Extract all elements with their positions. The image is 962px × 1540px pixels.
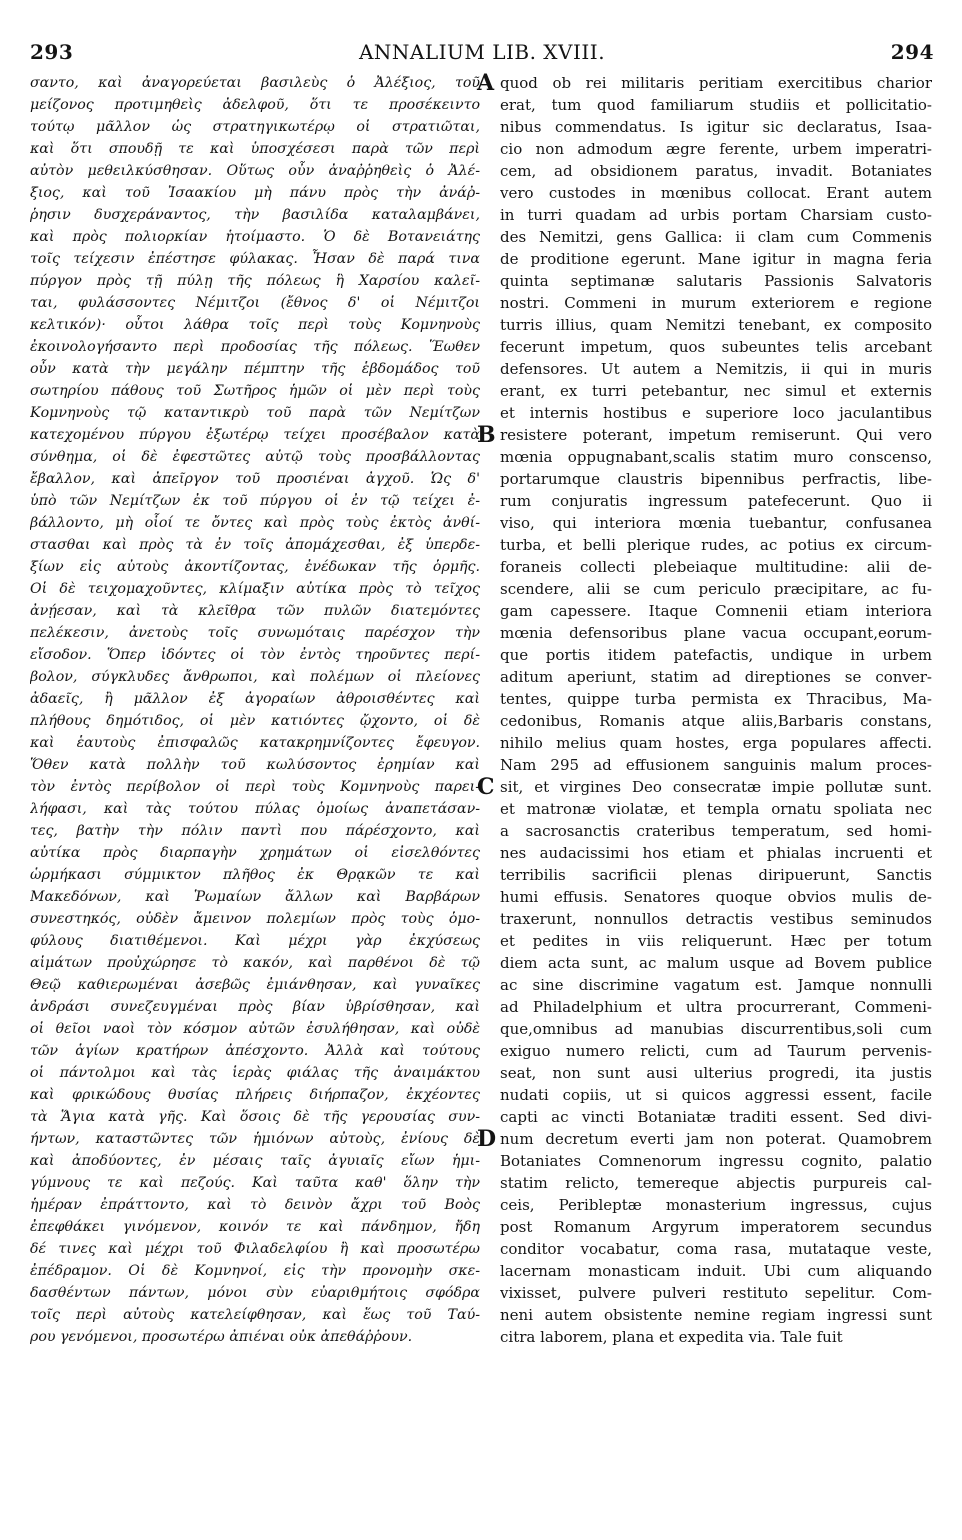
latin-text-line: a sacrosanctis crateribus temperatum, sed homi- (500, 822, 932, 840)
latin-text-line: et matronæ violatæ, et templa ornatu spoliata nec (500, 800, 932, 818)
greek-text-line: λήφασι, καὶ τὰς τούτου πύλας ὁμοίως ἀναπετάσαν- (30, 801, 480, 817)
latin-text-line: aditum aperiunt, statim ad direptiones se conver- (500, 668, 932, 686)
latin-text-line: cem, ad obsidionem paratus, invadit. Botaniates (500, 162, 932, 180)
latin-text-line: nibus commendatus. Is igitur sic declaratus, Isaa- (500, 118, 932, 136)
greek-text-line: ἐπέδραμον. Οἱ δὲ Κομνηνοί, εἰς τὴν προνομὴν σκε- (30, 1263, 480, 1279)
greek-text-line: ῥησιν δυσχεράναντος, τὴν βασιλίδα καταλαμβάνει, (30, 207, 480, 223)
greek-text-line: τῶν ἁγίων κρατήρων ἀπέσχοντο. Ἀλλὰ καὶ τούτους (30, 1043, 480, 1059)
latin-text-column (500, 72, 932, 1348)
greek-text-line: σύνθημα, οἱ δὲ ἐφεστῶτες αὐτῷ τοὺς προσβάλλοντας (30, 449, 480, 465)
greek-text-line: ὑπὸ τῶν Νεμίτζων ἐκ τοῦ πύργου οἱ ἐν τῷ τείχει ἐ- (30, 493, 480, 509)
greek-text-line: σωτηρίου πάθους τοῦ Σωτῆρος ἡμῶν οἱ μὲν περὶ τοὺς (30, 383, 480, 399)
latin-text-line: neni autem obsistente nemine regiam ingressi sunt (500, 1306, 932, 1324)
latin-text-line: que,omnibus ad manubias discurrentibus,soli cum (500, 1020, 932, 1038)
page-number-right: 294 (890, 40, 934, 64)
latin-text-line: gam capessere. Itaque Comnenii etiam interiora (500, 602, 932, 620)
latin-text-line: nihilo melius quam hostes, erga populares affecti. (500, 734, 932, 752)
greek-text-line: τὰ Ἅγια κατὰ γῆς. Καὶ ὅσοις δὲ τῆς γερουσίας συν- (30, 1109, 480, 1125)
greek-text-line: κατεχομένου πύργου ἐξωτέρῳ τείχει προσέβαλον κατὰ (30, 427, 480, 443)
latin-text-line: des Nemitzi, gens Gallica: ii clam cum Commenis (500, 228, 932, 246)
greek-text-column (30, 72, 480, 1348)
greek-text-line: ξίων εἰς αὐτοὺς ἀκοντίζοντας, ἐνέδωκαν τῆς ὁρμῆς. (30, 559, 480, 575)
greek-text-line: ήντων, καταστῶντες τῶν ἡμιόνων αὐτοὺς, ἐνίους δὲ (30, 1131, 480, 1147)
page-number-left: 293 (30, 40, 74, 64)
latin-text-line: nes audacissimi hos etiam et phialas incruenti et (500, 844, 932, 862)
latin-text-line: ceis, Peribleptæ monasterium ingressus, cujus (500, 1196, 932, 1214)
latin-text-line: sit, et virgines Deo consecratæ impie pollutæ sunt. (500, 778, 932, 796)
greek-text-line: συνεστηκός, οὐδὲν ἄμεινον πολεμίων πρὸς τοὺς ὁμο- (30, 911, 480, 927)
section-marker-d: D (477, 1126, 497, 1152)
latin-text-line: num decretum everti jam non poterat. Quamobrem (500, 1130, 932, 1148)
latin-text-line: terribilis sacrificii plenas diripuerunt, Sanctis (500, 866, 932, 884)
greek-text-line: μείζονος προτιμηθεὶς ἀδελφοῦ, ὅτι τε προσέκειντο (30, 97, 480, 113)
greek-text-line: τούτῳ μᾶλλον ὡς στρατηγικωτέρῳ οἱ στρατιῶται, (30, 119, 480, 135)
section-marker-c: C (477, 774, 495, 800)
greek-text-line: καὶ ἀποδύοντες, ἐν μέσαις ταῖς ἀγυιαῖς εἴων ἡμι- (30, 1153, 480, 1169)
greek-text-line: Μακεδόνων, καὶ Ῥωμαίων ἄλλων καὶ Βαρβάρων (30, 889, 480, 905)
latin-text-line: erant, ex turri petebantur, nec simul et externis (500, 382, 932, 400)
greek-text-line: στασθαι καὶ πρὸς τὰ ἐν τοῖς ἀπομάχεσθαι, ἐξ ὑπερδε- (30, 537, 480, 553)
latin-text-line: humi effusis. Senatores quoque obvios mulis de- (500, 888, 932, 906)
latin-text-line: vixisset, pulvere pulveri restituto sepelitur. Com- (500, 1284, 932, 1302)
latin-text-line: diem acta sunt, ac malum usque ad Bovem publice (500, 954, 932, 972)
latin-text-line: rum conjuratis ingressum patefecerunt. Quo ii (500, 492, 932, 510)
latin-text-line: post Romanum Argyrum imperatorem secundus (500, 1218, 932, 1236)
running-title: ANNALIUM LIB. XVIII. (358, 40, 606, 64)
latin-text-line: scendere, alii se cum periculo præcipitare, ac fu- (500, 580, 932, 598)
greek-text-line: Ὅθεν κατὰ πολλὴν τοῦ κωλύσοντος ἐρημίαν καὶ (30, 757, 480, 773)
greek-text-line: ἐπεφθάκει γινόμενον, κοινόν τε καὶ πάνδημον, ἤδη (30, 1219, 480, 1235)
greek-text-line: δέ τινες καὶ μέχρι τοῦ Φιλαδελφίου ἢ καὶ προσωτέρω (30, 1241, 480, 1257)
greek-text-line: βάλλοντο, μὴ οἷοί τε ὄντες καὶ πρὸς τοὺς ἐκτὸς ἀνθί- (30, 515, 480, 531)
latin-text-line: quinta septimanæ salutaris Passionis Salvatoris (500, 272, 932, 290)
latin-text-line: que portis itidem patefactis, undique in urbem (500, 646, 932, 664)
latin-text-line: nostri. Commeni in murum exteriorem e regione (500, 294, 932, 312)
latin-text-line: exiguo numero relicti, cum ad Taurum pervenis- (500, 1042, 932, 1060)
latin-text-line: cedonibus, Romanis atque aliis,Barbaris constans, (500, 712, 932, 730)
greek-text-line: κελτικόν)· οὗτοι λάθρα τοῖς περὶ τοὺς Κομνηνοὺς (30, 317, 480, 333)
greek-text-line: πλήθους δημότιδος, οἱ μὲν κατιόντες ᾤχοντο, οἱ δὲ (30, 713, 480, 729)
greek-text-line: ἐκοινολογήσαντο περὶ προδοσίας τῆς πόλεως. Ἕωθεν (30, 339, 480, 355)
latin-text-line: nudati copiis, ut si quicos aggressi essent, facile (500, 1086, 932, 1104)
latin-text-line: viso, qui interiora mœnia tuebantur, confusanea (500, 514, 932, 532)
latin-text-line: vero custodes in mœnibus collocat. Erant autem (500, 184, 932, 202)
latin-text-line: et pedites in viis reliquerunt. Hæc per totum (500, 932, 932, 950)
greek-text-line: τοῖς περὶ αὐτοὺς κατελείφθησαν, καὶ ἕως τοῦ Ταύ- (30, 1307, 480, 1323)
latin-text-line: Botaniates Comnenorum ingressu cognito, palatio (500, 1152, 932, 1170)
latin-text-line: statim relicto, temereque abjectis purpureis cal- (500, 1174, 932, 1192)
greek-text-line: Κομνηνοὺς τῷ καταντικρὺ τοῦ παρὰ τῶν Νεμίτζων (30, 405, 480, 421)
greek-text-line: καὶ ἑαυτοὺς ἐπισφαλῶς κατακρημνίζοντες ἔφευγον. (30, 735, 480, 751)
greek-text-line: τὸν ἐντὸς περίβολον οἱ περὶ τοὺς Κομνηνοὺς παρει- (30, 779, 480, 795)
greek-text-line: σαντο, καὶ ἀναγορεύεται βασιλεὺς ὁ Ἀλέξιος, τοῦ (30, 75, 480, 91)
latin-text-line: ad Philadelphium et ultra procurrerant, Commeni- (500, 998, 932, 1016)
latin-text-line: mœnia oppugnabant,scalis statim muro conscenso, (500, 448, 932, 466)
latin-text-line: et internis hostibus e superiore loco jaculantibus (500, 404, 932, 422)
greek-text-line: αὐτὸν μεθειλκύσθησαν. Οὕτως οὖν ἀναῤῥηθεὶς ὁ Ἀλέ- (30, 163, 480, 179)
greek-text-line: ἀνδράσι συνεζευγμέναι πρὸς βίαν ὑβρίσθησαν, καὶ (30, 999, 480, 1015)
greek-text-line: καὶ πρὸς πολιορκίαν ἡτοίμαστο. Ὁ δὲ Βοτανειάτης (30, 229, 480, 245)
greek-text-line: τοῖς τείχεσιν ἐπέστησε φύλακας. Ἦσαν δὲ παρά τινα (30, 251, 480, 267)
latin-text-line: fecerunt impetum, quos subeuntes telis arcebant (500, 338, 932, 356)
latin-text-line: capti ac vincti Botaniatæ traditi essent. Sed divi- (500, 1108, 932, 1126)
section-marker-b: B (477, 422, 496, 448)
greek-text-line: οὖν κατὰ τὴν μεγάλην πέμπτην τῆς ἑβδομάδος τοῦ (30, 361, 480, 377)
greek-text-line: φύλους διατιθέμενοι. Καὶ μέχρι γὰρ ἐκχύσεως (30, 933, 480, 949)
greek-text-line: αὐτίκα πρὸς διαρπαγὴν χρημάτων οἱ εἰσελθόντες (30, 845, 480, 861)
greek-text-line: πελέκεσιν, ἀνετοὺς τοῖς συνωμόταις παρέσχον τὴν (30, 625, 480, 641)
latin-text-line: cio non admodum ægre ferente, urbem imperatri- (500, 140, 932, 158)
greek-text-line: πύργον πρὸς τῇ πύλῃ τῆς πόλεως ἣ Χαρσίου καλεῖ- (30, 273, 480, 289)
latin-text-line: mœnia defensoribus plane vacua occupant,eorum- (500, 624, 932, 642)
latin-text-line: tentes, quippe turba permista ex Thracibus, Ma- (500, 690, 932, 708)
greek-text-line: δασθέντων πάντων, μόνοι σὺν εὐαριθμήτοις σφόδρα (30, 1285, 480, 1301)
latin-text-line: defensores. Ut autem a Nemitzis, ii qui in muris (500, 360, 932, 378)
greek-text-line: αἱμάτων προὐχώρησε τὸ κακόν, καὶ παρθένοι δὲ τῷ (30, 955, 480, 971)
latin-text-line: traxerunt, nonnullos detractis vestibus seminudos (500, 910, 932, 928)
latin-text-line: quod ob rei militaris peritiam exercitibus charior (500, 74, 932, 92)
latin-text-line: turris illius, quam Nemitzi tenebant, ex composito (500, 316, 932, 334)
greek-text-line: ἔβαλλον, καὶ ἀπεῖργον τοῦ προσιέναι ἀγχοῦ. Ὡς δ' (30, 471, 480, 487)
latin-text-line: resistere poterant, impetum remiserunt. Qui vero (500, 426, 932, 444)
greek-text-line: καὶ φρικώδους θυσίας πλήρεις διήρπαζον, ἐκχέοντες (30, 1087, 480, 1103)
latin-text-line: erat, tum quod familiarum studiis et pollicitatio- (500, 96, 932, 114)
greek-text-line: ὡρμήκασι σύμμικτον πλῆθος ἐκ Θρᾳκῶν τε καὶ (30, 867, 480, 883)
latin-text-line: ac sine discrimine vagatum est. Jamque nonnulli (500, 976, 932, 994)
latin-text-line: seat, non sunt ausi ulterius progredi, ita justis (500, 1064, 932, 1082)
latin-text-line: foraneis collecti plebeiaque multitudine: alii de- (500, 558, 932, 576)
greek-text-line: βολον, σύγκλυδες ἄνθρωποι, καὶ πολέμων οἱ πλείονες (30, 669, 480, 685)
section-marker-a: A (477, 70, 495, 96)
greek-text-line: καὶ ὅτι σπουδῇ τε καὶ ὑποσχέσεσι παρὰ τῶν περὶ (30, 141, 480, 157)
latin-text-line: conditor vocabatur, coma rasa, mutataque veste, (500, 1240, 932, 1258)
latin-text-line: in turri quadam ad urbis portam Charsiam custo- (500, 206, 932, 224)
greek-text-line: Οἱ δὲ τειχομαχοῦντες, κλίμαξιν αὐτίκα πρὸς τὸ τεῖχος (30, 581, 480, 597)
greek-text-line: ἀνῄεσαν, καὶ τὰ κλεῖθρα τῶν πυλῶν διατεμόντες (30, 603, 480, 619)
latin-text-line: de proditione egerunt. Mane igitur in magna feria (500, 250, 932, 268)
greek-text-line: ξιος, καὶ τοῦ Ἰσαακίου μὴ πάνυ πρὸς τὴν ἀνάῤ- (30, 185, 480, 201)
greek-text-line: γύμνους τε καὶ πεζούς. Καὶ ταῦτα καθ' ὅλην τὴν (30, 1175, 480, 1191)
greek-text-line: ται, φυλάσσοντες Νέμιτζοι (ἔθνος δ' οἱ Νέμιτζοι (30, 295, 480, 311)
latin-text-line: portarumque claustris bipennibus perfractis, libe- (500, 470, 932, 488)
greek-text-line: οἱ θεῖοι ναοὶ τὸν κόσμον αὐτῶν ἐσυλήθησαν, καὶ οὐδὲ (30, 1021, 480, 1037)
latin-text-line: lacernam monasticam induit. Ubi cum aliquando (500, 1262, 932, 1280)
greek-text-line: τες, βατὴν τὴν πόλιν παντὶ που πάρέσχοντο, καὶ (30, 823, 480, 839)
latin-text-line: citra laborem, plana et expedita via. Tale fuit (500, 1328, 843, 1346)
greek-text-line: Θεῷ καθιερωμέναι ἀσεβῶς ἐμιάνθησαν, καὶ γυναῖκες (30, 977, 480, 993)
running-header (30, 40, 934, 64)
greek-text-line: ἀδαεῖς, ἢ μᾶλλον ἐξ ἀγοραίων ἀθροισθέντες καὶ (30, 691, 480, 707)
greek-text-line: οἱ πάντολμοι καὶ τὰς ἱερὰς φιάλας τῆς ἀναιμάκτου (30, 1065, 480, 1081)
latin-text-line: Nam 295 ad effusionem sanguinis malum proces- (500, 756, 932, 774)
latin-text-line: turba, et belli plerique rudes, ac potius ex circum- (500, 536, 932, 554)
greek-text-line: εἴσοδον. Ὅπερ ἰδόντες οἱ τὸν ἐντὸς τηροῦντες περί- (30, 647, 480, 663)
greek-text-line: ρου γενόμενοι, προσωτέρω ἀπιέναι οὐκ ἀπεθάῤῥουν. (30, 1329, 413, 1345)
greek-text-line: ἡμέραν ἐπράττοντο, καὶ τὸ δεινὸν ἄχρι τοῦ Βοὸς (30, 1197, 480, 1213)
